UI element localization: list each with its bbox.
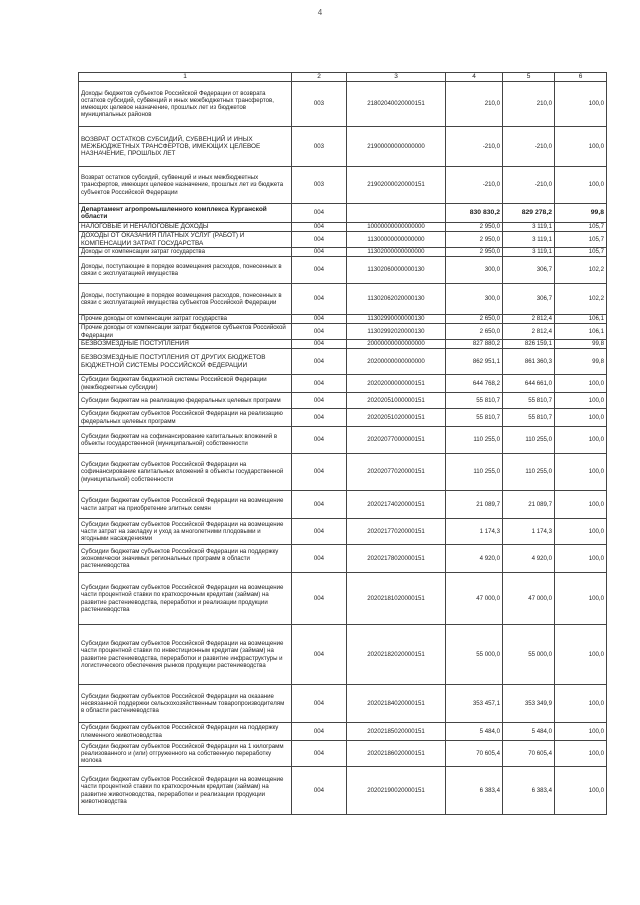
actual-amount: 210,0 — [503, 82, 555, 127]
revenue-code: 21900000000000000 — [347, 127, 446, 167]
column-number: 1 — [79, 73, 292, 82]
planned-amount: -210,0 — [446, 167, 503, 204]
admin-code: 003 — [292, 127, 347, 167]
actual-amount: 1 174,3 — [503, 519, 555, 545]
actual-amount: 55 810,7 — [503, 393, 555, 409]
table-row — [79, 204, 607, 223]
row-name: Субсидии бюджетам бюджетной системы Российской Федерации (межбюджетные субсидии) — [79, 375, 292, 393]
planned-amount: 827 880,2 — [446, 340, 503, 349]
table-row — [79, 741, 607, 767]
table-row — [79, 491, 607, 519]
execution-percent: 100,0 — [555, 767, 607, 815]
actual-amount: 306,7 — [503, 257, 555, 284]
actual-amount: 55 000,0 — [503, 625, 555, 685]
row-name: Доходы, поступающие в порядке возмещения расходов, понесенных в связи с эксплуатацией имущества субъектов Российской Федерации — [79, 284, 292, 315]
planned-amount: 300,0 — [446, 284, 503, 315]
row-name: Субсидии бюджетам субъектов Российской Федерации на возмещение части процентной ставки по краткосрочным кредитам (займам) на развитие растениеводства, переработки и реализации продукции растениеводства — [79, 573, 292, 625]
admin-code: 004 — [292, 393, 347, 409]
admin-code: 004 — [292, 375, 347, 393]
column-number-header-row — [79, 73, 607, 82]
actual-amount: 70 605,4 — [503, 741, 555, 767]
actual-amount: 110 255,0 — [503, 454, 555, 491]
execution-percent: 102,2 — [555, 257, 607, 284]
planned-amount: 2 650,0 — [446, 324, 503, 340]
execution-percent: 105,7 — [555, 248, 607, 257]
admin-code: 004 — [292, 349, 347, 375]
table-row — [79, 284, 607, 315]
table-row — [79, 223, 607, 232]
planned-amount: -210,0 — [446, 127, 503, 167]
admin-code: 004 — [292, 573, 347, 625]
table-row — [79, 454, 607, 491]
revenue-code: 20202185020000151 — [347, 723, 446, 741]
row-name: Субсидии бюджетам субъектов Российской Федерации на поддержку экономически значимых региональных программ в области растениеводства — [79, 545, 292, 573]
table-row — [79, 340, 607, 349]
table-row — [79, 248, 607, 257]
admin-code: 003 — [292, 167, 347, 204]
admin-code: 004 — [292, 223, 347, 232]
admin-code: 004 — [292, 741, 347, 767]
actual-amount: 3 119,1 — [503, 248, 555, 257]
table-row — [79, 427, 607, 454]
row-name: Субсидии бюджетам субъектов Российской Федерации на оказание несвязанной поддержки сельскохозяйственным товаропроизводителям в области растениеводства — [79, 685, 292, 723]
execution-percent: 100,0 — [555, 427, 607, 454]
actual-amount: -210,0 — [503, 167, 555, 204]
revenue-code: 11302000000000000 — [347, 248, 446, 257]
row-name: Субсидии бюджетам на реализацию федеральных целевых программ — [79, 393, 292, 409]
page-number: 4 — [317, 8, 323, 17]
actual-amount: 4 920,0 — [503, 545, 555, 573]
revenue-code: 11302060000000130 — [347, 257, 446, 284]
execution-percent: 100,0 — [555, 723, 607, 741]
revenue-code — [347, 204, 446, 223]
planned-amount: 2 650,0 — [446, 315, 503, 324]
planned-amount: 4 920,0 — [446, 545, 503, 573]
execution-percent: 100,0 — [555, 545, 607, 573]
revenue-code: 11302992020000130 — [347, 324, 446, 340]
revenue-code: 20202077020000151 — [347, 454, 446, 491]
execution-percent: 105,7 — [555, 232, 607, 248]
admin-code: 004 — [292, 324, 347, 340]
admin-code: 004 — [292, 409, 347, 427]
planned-amount: 2 950,0 — [446, 223, 503, 232]
revenue-code: 20202182020000151 — [347, 625, 446, 685]
planned-amount: 110 255,0 — [446, 427, 503, 454]
actual-amount: 21 089,7 — [503, 491, 555, 519]
planned-amount: 300,0 — [446, 257, 503, 284]
admin-code: 004 — [292, 454, 347, 491]
planned-amount: 353 457,1 — [446, 685, 503, 723]
table-row — [79, 393, 607, 409]
table-row — [79, 545, 607, 573]
execution-percent: 100,0 — [555, 685, 607, 723]
revenue-code: 21902000020000151 — [347, 167, 446, 204]
column-number: 4 — [446, 73, 503, 82]
execution-percent: 100,0 — [555, 375, 607, 393]
revenue-code: 21802040020000151 — [347, 82, 446, 127]
actual-amount: 2 812,4 — [503, 324, 555, 340]
actual-amount: 353 349,9 — [503, 685, 555, 723]
actual-amount: 3 119,1 — [503, 232, 555, 248]
planned-amount: 55 810,7 — [446, 409, 503, 427]
revenue-code: 20200000000000000 — [347, 349, 446, 375]
budget-revenue-table — [78, 72, 607, 815]
revenue-code: 20202178020000151 — [347, 545, 446, 573]
table-row — [79, 127, 607, 167]
admin-code: 003 — [292, 82, 347, 127]
actual-amount: 644 661,0 — [503, 375, 555, 393]
execution-percent: 105,7 — [555, 223, 607, 232]
admin-code: 004 — [292, 685, 347, 723]
planned-amount: 21 089,7 — [446, 491, 503, 519]
table-row — [79, 232, 607, 248]
table-row — [79, 723, 607, 741]
row-name: ВОЗВРАТ ОСТАТКОВ СУБСИДИЙ, СУБВЕНЦИЙ И ИНЫХ МЕЖБЮДЖЕТНЫХ ТРАНСФЕРТОВ, ИМЕЮЩИХ ЦЕЛЕВОЕ НАЗНАЧЕНИЕ, ПРОШЛЫХ ЛЕТ — [79, 127, 292, 167]
admin-code: 004 — [292, 625, 347, 685]
row-name: Субсидии бюджетам субъектов Российской Федерации на реализацию федеральных целевых программ — [79, 409, 292, 427]
actual-amount: 826 159,1 — [503, 340, 555, 349]
revenue-code: 20202000000000151 — [347, 375, 446, 393]
revenue-code: 20202077000000151 — [347, 427, 446, 454]
execution-percent: 100,0 — [555, 454, 607, 491]
execution-percent: 100,0 — [555, 573, 607, 625]
execution-percent: 100,0 — [555, 519, 607, 545]
admin-code: 004 — [292, 723, 347, 741]
actual-amount: 3 119,1 — [503, 223, 555, 232]
admin-code: 004 — [292, 204, 347, 223]
table-row — [79, 167, 607, 204]
revenue-code: 20202190020000151 — [347, 767, 446, 815]
row-name: Доходы, поступающие в порядке возмещения расходов, понесенных в связи с эксплуатацией имущества — [79, 257, 292, 284]
execution-percent: 100,0 — [555, 82, 607, 127]
table-row — [79, 519, 607, 545]
table-row — [79, 375, 607, 393]
admin-code: 004 — [292, 767, 347, 815]
actual-amount: 47 000,0 — [503, 573, 555, 625]
execution-percent: 99,8 — [555, 349, 607, 375]
row-name: Субсидии бюджетам субъектов Российской Федерации на софинансирование капитальных вложений в объекты государственной (муниципальной) собственности — [79, 454, 292, 491]
row-name: Субсидии бюджетам субъектов Российской Федерации на возмещение части процентной ставки по инвестиционным кредитам (займам) на развитие растениеводства, переработки и развитие инфраструктуры и логистического обеспечения рынков продукции растениеводства — [79, 625, 292, 685]
table-row — [79, 315, 607, 324]
planned-amount: 830 830,2 — [446, 204, 503, 223]
execution-percent: 100,0 — [555, 167, 607, 204]
actual-amount: 306,7 — [503, 284, 555, 315]
revenue-code: 11302990000000130 — [347, 315, 446, 324]
planned-amount: 1 174,3 — [446, 519, 503, 545]
actual-amount: 110 255,0 — [503, 427, 555, 454]
execution-percent: 100,0 — [555, 127, 607, 167]
planned-amount: 70 605,4 — [446, 741, 503, 767]
row-name: Субсидии бюджетам субъектов Российской Федерации на поддержку племенного животноводства — [79, 723, 292, 741]
row-name: Прочие доходы от компенсации затрат государства — [79, 315, 292, 324]
row-name: Возврат остатков субсидий, субвенций и иных межбюджетных трансфертов, имеющих целевое назначение, прошлых лет из бюджета субъектов Российской Федерации — [79, 167, 292, 204]
table-row — [79, 685, 607, 723]
execution-percent: 100,0 — [555, 625, 607, 685]
column-number: 3 — [347, 73, 446, 82]
planned-amount: 210,0 — [446, 82, 503, 127]
row-name: Прочие доходы от компенсации затрат бюджетов субъектов Российской Федерации — [79, 324, 292, 340]
row-name: Субсидии бюджетам на софинансирование капитальных вложений в объекты государственной (муниципальной) собственности — [79, 427, 292, 454]
row-name: БЕЗВОЗМЕЗДНЫЕ ПОСТУПЛЕНИЯ — [79, 340, 292, 349]
actual-amount: 2 812,4 — [503, 315, 555, 324]
planned-amount: 2 950,0 — [446, 232, 503, 248]
planned-amount: 55 000,0 — [446, 625, 503, 685]
planned-amount: 47 000,0 — [446, 573, 503, 625]
revenue-code: 11300000000000000 — [347, 232, 446, 248]
table-row — [79, 767, 607, 815]
actual-amount: -210,0 — [503, 127, 555, 167]
column-number: 6 — [555, 73, 607, 82]
table-row — [79, 573, 607, 625]
admin-code: 004 — [292, 248, 347, 257]
execution-percent: 106,1 — [555, 315, 607, 324]
revenue-code: 20202174020000151 — [347, 491, 446, 519]
revenue-code: 20202184020000151 — [347, 685, 446, 723]
planned-amount: 6 383,4 — [446, 767, 503, 815]
row-name: НАЛОГОВЫЕ И НЕНАЛОГОВЫЕ ДОХОДЫ — [79, 223, 292, 232]
admin-code: 004 — [292, 284, 347, 315]
row-name: Субсидии бюджетам субъектов Российской Федерации на 1 килограмм реализованного и (или) отгруженного на собственную переработку молока — [79, 741, 292, 767]
execution-percent: 106,1 — [555, 324, 607, 340]
execution-percent: 99,8 — [555, 340, 607, 349]
revenue-code: 20202181020000151 — [347, 573, 446, 625]
row-name: Субсидии бюджетам субъектов Российской Федерации на возмещение части процентной ставки по краткосрочным кредитам (займам) на развитие животноводства, переработки и реализации продукции животноводства — [79, 767, 292, 815]
actual-amount: 6 383,4 — [503, 767, 555, 815]
table-row — [79, 625, 607, 685]
table-row — [79, 82, 607, 127]
admin-code: 004 — [292, 519, 347, 545]
admin-code: 004 — [292, 545, 347, 573]
table-row — [79, 349, 607, 375]
revenue-code: 10000000000000000 — [347, 223, 446, 232]
row-name: Субсидии бюджетам субъектов Российской Федерации на возмещение части затрат на закладку и уход за многолетними плодовыми и ягодными насаждениями — [79, 519, 292, 545]
execution-percent: 99,8 — [555, 204, 607, 223]
planned-amount: 55 810,7 — [446, 393, 503, 409]
revenue-code: 20000000000000000 — [347, 340, 446, 349]
revenue-code: 20202177020000151 — [347, 519, 446, 545]
execution-percent: 100,0 — [555, 409, 607, 427]
admin-code: 004 — [292, 491, 347, 519]
row-name: Департамент агропромышленного комплекса Курганской области — [79, 204, 292, 223]
row-name: БЕЗВОЗМЕЗДНЫЕ ПОСТУПЛЕНИЯ ОТ ДРУГИХ БЮДЖЕТОВ БЮДЖЕТНОЙ СИСТЕМЫ РОССИЙСКОЙ ФЕДЕРАЦИИ — [79, 349, 292, 375]
planned-amount: 644 768,2 — [446, 375, 503, 393]
column-number: 2 — [292, 73, 347, 82]
planned-amount: 110 255,0 — [446, 454, 503, 491]
admin-code: 004 — [292, 315, 347, 324]
actual-amount: 861 360,3 — [503, 349, 555, 375]
revenue-code: 20202186020000151 — [347, 741, 446, 767]
row-name: Доходы бюджетов субъектов Российской Федерации от возврата остатков субсидий, субвенций и иных межбюджетных трансфертов, имеющих целевое назначение, прошлых лет из бюджетов муниципальных районов — [79, 82, 292, 127]
table-row — [79, 409, 607, 427]
row-name: Доходы от компенсации затрат государства — [79, 248, 292, 257]
column-number: 5 — [503, 73, 555, 82]
execution-percent: 100,0 — [555, 491, 607, 519]
admin-code: 004 — [292, 427, 347, 454]
row-name: Субсидии бюджетам субъектов Российской Федерации на возмещение части затрат на приобретение элитных семян — [79, 491, 292, 519]
revenue-code: 20202051020000151 — [347, 409, 446, 427]
table-row — [79, 324, 607, 340]
revenue-code: 20202051000000151 — [347, 393, 446, 409]
planned-amount: 5 484,0 — [446, 723, 503, 741]
planned-amount: 862 951,1 — [446, 349, 503, 375]
revenue-code: 11302062020000130 — [347, 284, 446, 315]
table-row — [79, 257, 607, 284]
admin-code: 004 — [292, 340, 347, 349]
actual-amount: 55 810,7 — [503, 409, 555, 427]
admin-code: 004 — [292, 257, 347, 284]
planned-amount: 2 950,0 — [446, 248, 503, 257]
row-name: ДОХОДЫ ОТ ОКАЗАНИЯ ПЛАТНЫХ УСЛУГ (РАБОТ) И КОМПЕНСАЦИИ ЗАТРАТ ГОСУДАРСТВА — [79, 232, 292, 248]
actual-amount: 829 278,2 — [503, 204, 555, 223]
execution-percent: 100,0 — [555, 741, 607, 767]
execution-percent: 102,2 — [555, 284, 607, 315]
admin-code: 004 — [292, 232, 347, 248]
actual-amount: 5 484,0 — [503, 723, 555, 741]
execution-percent: 100,0 — [555, 393, 607, 409]
